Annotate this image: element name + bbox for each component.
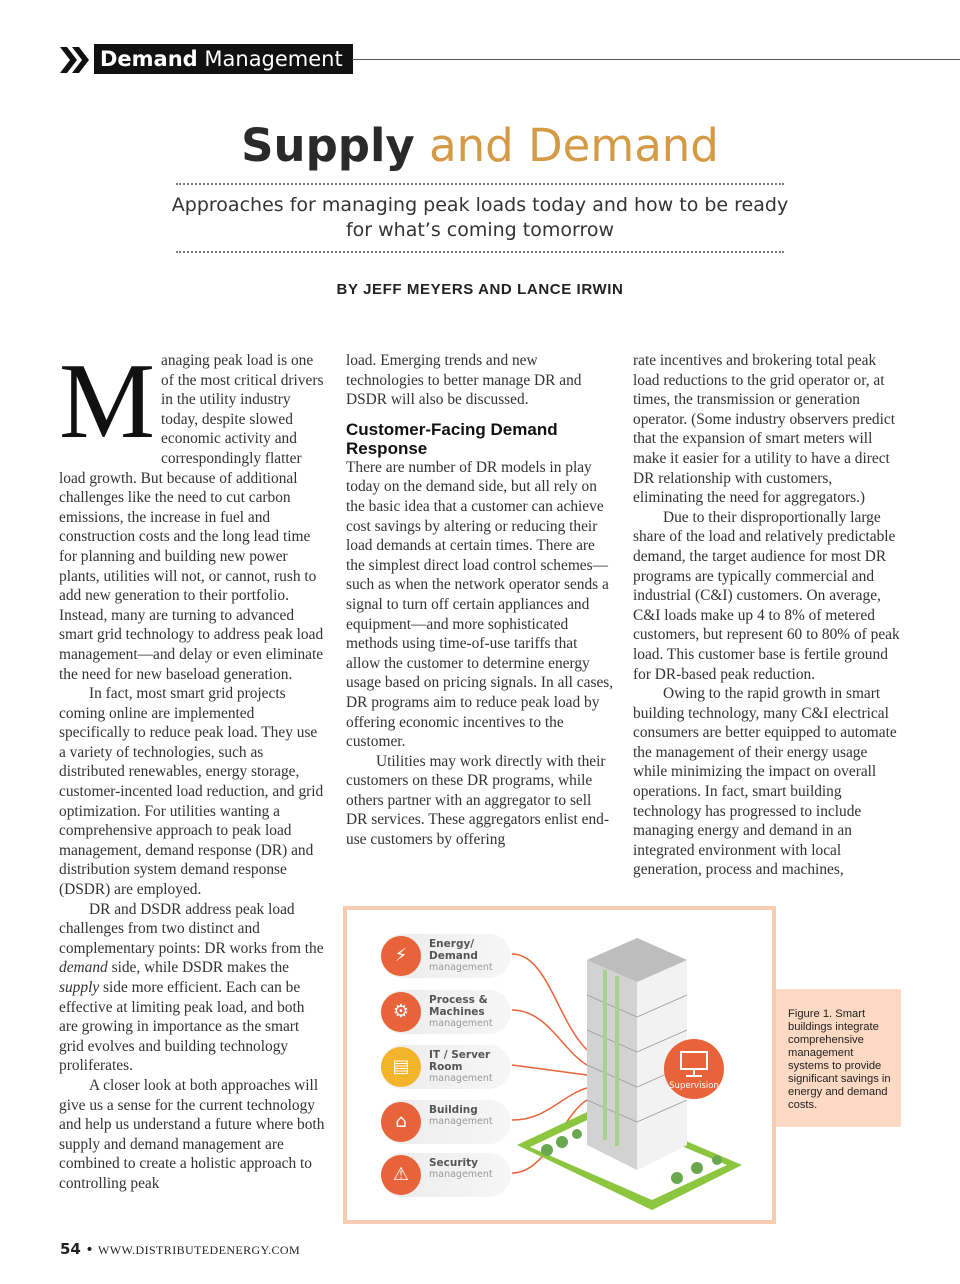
col2-paragraph-3: Utilities may work directly with their customers on these DR programs, while others partner with an aggregator to sell DR services. These aggregators enlist end-use customers by offering <box>346 752 609 849</box>
page-footer <box>60 1240 300 1258</box>
figure-item-sub: management <box>429 962 493 973</box>
article-title <box>0 114 960 178</box>
figure-item-sub: management <box>429 1116 493 1127</box>
col1-paragraph-3 <box>59 900 327 1076</box>
col1-p3-text-b: side, while DSDR makes the <box>107 959 289 977</box>
double-chevron-icon <box>60 45 92 75</box>
col2-paragraph-2: There are number of DR models in play today on the demand side, but all rely on the basic idea that a customer can achieve cost savings by altering or reducing their load demands at certain times. There are the simplest direct load control schemes—such as when the network operator sends a signal to turn off certain appliances and equipment—and more sophisticated methods using time-of-use tariffs that allow the customer to determine energy usage based on pricing signals. In all cases, DR programs aim to reduce peak load by offering economic incentives to the customer. <box>346 458 614 751</box>
section-label-bold: Demand <box>100 47 198 71</box>
col1-p3-text-a: DR and DSDR address peak load challenges from two distinct and complementary points: DR works from the <box>59 900 324 957</box>
col1-p3-text-c: side more efficient. Each can be effective at limiting peak load, and both are growing in importance as the smart grid evolves and building technology proliferates. <box>59 979 305 1075</box>
figure-item-it-server <box>381 1045 511 1089</box>
col3-paragraph-2: Due to their disproportionally large share of the load and relatively predictable demand, the target audience for most DR programs are typically commercial and industrial (C&I) customers. On average, C&I loads make up 4 to 8% of metered customers, but represent 60 to 80% of peak load. This customer base is fertile ground for DR-based peak reduction. <box>633 508 900 683</box>
col1-p3-emphasis-demand: demand <box>59 959 108 977</box>
figure-item-sub: management <box>429 1169 493 1180</box>
col1-paragraph-2: In fact, most smart grid projects coming online are implemented specifically to reduce peak load. They use a variety of technologies, such as distributed renewables, energy storage, customer-incented load reduction, and grid optimization. For utilities wanting a comprehensive approach to peak load management, demand response (DR) and distribution system demand response (DSDR) are employed. <box>59 685 324 899</box>
dotted-divider-top <box>176 183 784 185</box>
figure-smart-building <box>343 906 776 1224</box>
col2-paragraph-1: load. Emerging trends and new technologies to better manage DR and DSDR will also be discussed. <box>346 352 582 409</box>
col1-paragraph-4: A closer look at both approaches will give us a sense for the current technology and help us understand a future where both supply and demand management are combined to create a holistic approach to controlling peak <box>59 1076 325 1192</box>
section-rule <box>352 59 960 60</box>
footer-url: WWW.DISTRIBUTEDENERGY.COM <box>98 1243 301 1257</box>
bullet-separator: • <box>85 1242 99 1258</box>
col1-paragraph-1: anaging peak load is one of the most critical drivers in the utility industry today, despite slowed economic activity and correspondingly flatter load growth. But because of additional challenges like the need to cut carbon emissions, the increase in fuel and construction costs and the long lead time for planning and building new power plants, utilities will not, or cannot, rush to add new generation to their portfolio. Instead, many are turning to advanced smart grid technology to address peak load management—and delay or even eliminate the need for new baseload generation. <box>59 352 324 683</box>
section-header <box>60 44 960 74</box>
security-icon: ⚠ <box>381 1155 421 1195</box>
column-1 <box>59 342 327 1194</box>
building-icon: ⌂ <box>381 1102 421 1142</box>
column-3 <box>633 351 903 880</box>
col3-paragraph-3: Owing to the rapid growth in smart building technology, many C&I electrical consumers are better equipped to automate the management of their energy usage while minimizing the impact on overall operations. In fact, smart building technology has progressed to include managing energy and demand in an integrated environment with local generation, process and machines, <box>633 685 897 879</box>
figure-item-security <box>381 1153 511 1197</box>
figure-item-energy-demand <box>381 934 511 978</box>
title-part-1: Supply <box>241 119 415 172</box>
figure-item-process-machines <box>381 990 511 1034</box>
section-label <box>94 44 353 74</box>
figure-item-title: IT / Server Room <box>429 1049 491 1073</box>
figure-item-building <box>381 1100 511 1144</box>
col1-p3-emphasis-supply: supply <box>59 979 100 996</box>
figure-item-title: Energy/ Demand <box>429 938 478 962</box>
robot-arm-icon: ⚙ <box>381 992 421 1032</box>
title-part-2: and Demand <box>414 119 719 172</box>
column-2 <box>346 351 614 850</box>
figure-item-title: Process & Machines <box>429 994 488 1018</box>
figure-item-title: Building <box>429 1104 478 1116</box>
figure-item-sub: management <box>429 1018 493 1029</box>
col3-paragraph-1: rate incentives and brokering total peak load reductions to the grid operator or, at times, the transmission or generation operator. (Some industry observers predict that the expansion of smart meters will make it easier for a utility to have a direct DR relationship with customers, eliminating the need for aggregators.) <box>633 352 896 507</box>
byline: BY JEFF MEYERS AND LANCE IRWIN <box>336 281 624 298</box>
energy-demand-icon: ⚡ <box>381 936 421 976</box>
drop-cap: M <box>59 342 156 461</box>
dotted-divider-bottom <box>176 251 784 253</box>
figure-caption-box <box>776 989 901 1127</box>
subhead-customer-facing-dr: Customer-Facing Demand Response <box>346 419 558 458</box>
section-label-rest: Management <box>197 47 343 71</box>
figure-item-title: Security <box>429 1157 479 1169</box>
server-icon: ▤ <box>381 1047 421 1087</box>
figure-item-sub: management <box>429 1073 493 1084</box>
article-subtitle: Approaches for managing peak loads today and how to be ready for what’s coming tomorrow <box>171 194 789 241</box>
figure-caption: Figure 1. Smart buildings integrate comprehensive management systems to provide significant savings in energy and demand costs. <box>788 1008 891 1111</box>
page-number: 54 <box>60 1240 81 1258</box>
supervision-label: Supervision <box>669 1081 719 1091</box>
